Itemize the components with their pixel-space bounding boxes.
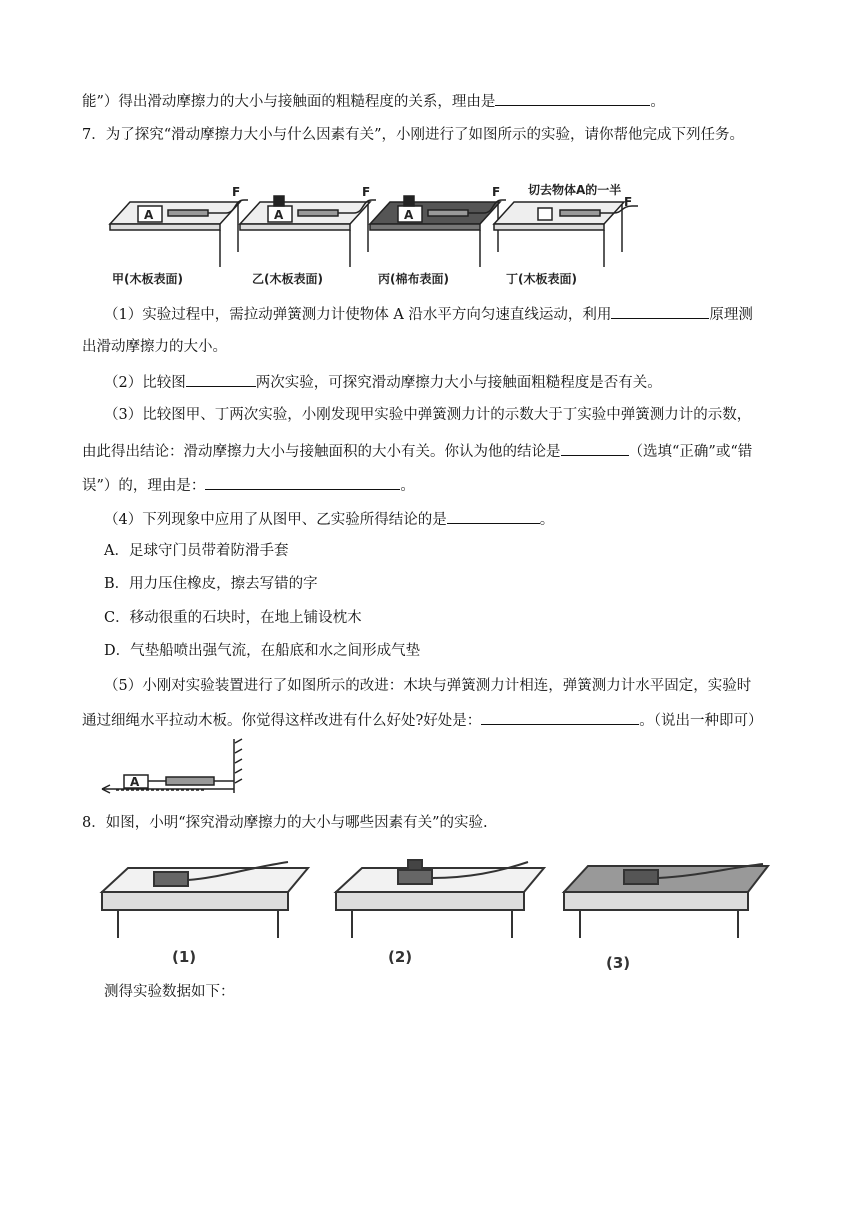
panel-label: 乙(木板表面) (252, 272, 323, 286)
force-label: F (362, 185, 371, 199)
experiment-figure-7 (108, 182, 648, 292)
block-label: A (404, 208, 414, 222)
block-label: A (130, 775, 140, 789)
photo-label: (3) (606, 954, 631, 972)
part-3-reason (82, 474, 415, 496)
text: 两次实验，可探究滑动摩擦力大小与接触面粗糙程度是否有关。 (255, 375, 662, 391)
panel-label: 丁(木板表面) (506, 272, 577, 286)
option-c: C．移动很重的石块时，在地上铺设枕木 (104, 610, 362, 626)
text: 。（说出一种即可） (639, 713, 763, 729)
option-a: A．足球守门员带着防滑手套 (104, 543, 289, 559)
part-2 (104, 371, 662, 393)
answer-blank (447, 508, 540, 524)
block-label: A (274, 208, 284, 222)
panel-label: 甲(木板表面) (112, 272, 183, 286)
question-7-title: 7．为了探究“滑动摩擦力大小与什么因素有关”，小刚进行了如图所示的实验，请你帮他完成下列任务。 (82, 127, 745, 143)
part-3: （3）比较图甲、丁两次实验，小刚发现甲实验中弹簧测力计的示数大于丁实验中弹簧测力计的示数， (104, 407, 752, 423)
text: 能”）得出滑动摩擦力的大小与接触面的粗糙程度的关系，理由是 (82, 94, 496, 110)
experiment-photos-8 (98, 838, 798, 978)
text: 由此得出结论：滑动摩擦力大小与接触面积的大小有关。你认为他的结论是 (82, 444, 561, 460)
text: （1）实验过程中，需拉动弹簧测力计使物体 A 沿水平方向匀速直线运动，利用 (104, 307, 612, 323)
photo-label: (2) (388, 948, 413, 966)
photo-label: (1) (172, 948, 197, 966)
panel-label: 丙(棉布表面) (378, 272, 449, 286)
force-label: F (624, 195, 633, 209)
text: （选填“正确”或“错 (628, 444, 753, 460)
cut-half-note: 切去物体A的一半 (528, 183, 622, 197)
improved-apparatus-figure (96, 737, 246, 799)
data-intro: 测得实验数据如下： (104, 984, 235, 1000)
text: 通过细绳水平拉动木板。你觉得这样改进有什么好处?好处是： (82, 713, 482, 729)
text: 。 (400, 478, 415, 494)
block-label: A (144, 208, 154, 222)
part-4 (104, 508, 554, 530)
option-b: B．用力压住橡皮，擦去写错的字 (104, 576, 318, 592)
part-1-cont: 出滑动摩擦力的大小。 (82, 339, 227, 355)
answer-blank (611, 303, 709, 319)
answer-blank (205, 474, 400, 490)
part-1 (104, 303, 753, 325)
part-5: （5）小刚对实验装置进行了如图所示的改进：木块与弹簧测力计相连，弹簧测力计水平固定，实验时 (104, 678, 752, 694)
text: （2）比较图 (104, 375, 186, 391)
part-5-cont (82, 709, 763, 731)
prev-question-tail (82, 90, 665, 112)
answer-blank (561, 440, 629, 456)
option-d: D．气垫船喷出强气流，在船底和水之间形成气垫 (104, 643, 421, 659)
force-label: F (232, 185, 241, 199)
answer-blank (481, 709, 639, 725)
part-3-cont (82, 440, 752, 462)
text: 。 (539, 512, 555, 528)
question-8-title: 8．如图，小明“探究滑动摩擦力的大小与哪些因素有关”的实验. (82, 815, 488, 831)
answer-blank (186, 371, 256, 387)
text: 。 (650, 94, 665, 110)
force-label: F (492, 185, 501, 199)
text: 原理测 (709, 307, 753, 323)
text: 误”）的，理由是： (82, 478, 206, 494)
text: （4）下列现象中应用了从图甲、乙实验所得结论的是 (104, 512, 447, 528)
answer-blank (495, 90, 650, 106)
